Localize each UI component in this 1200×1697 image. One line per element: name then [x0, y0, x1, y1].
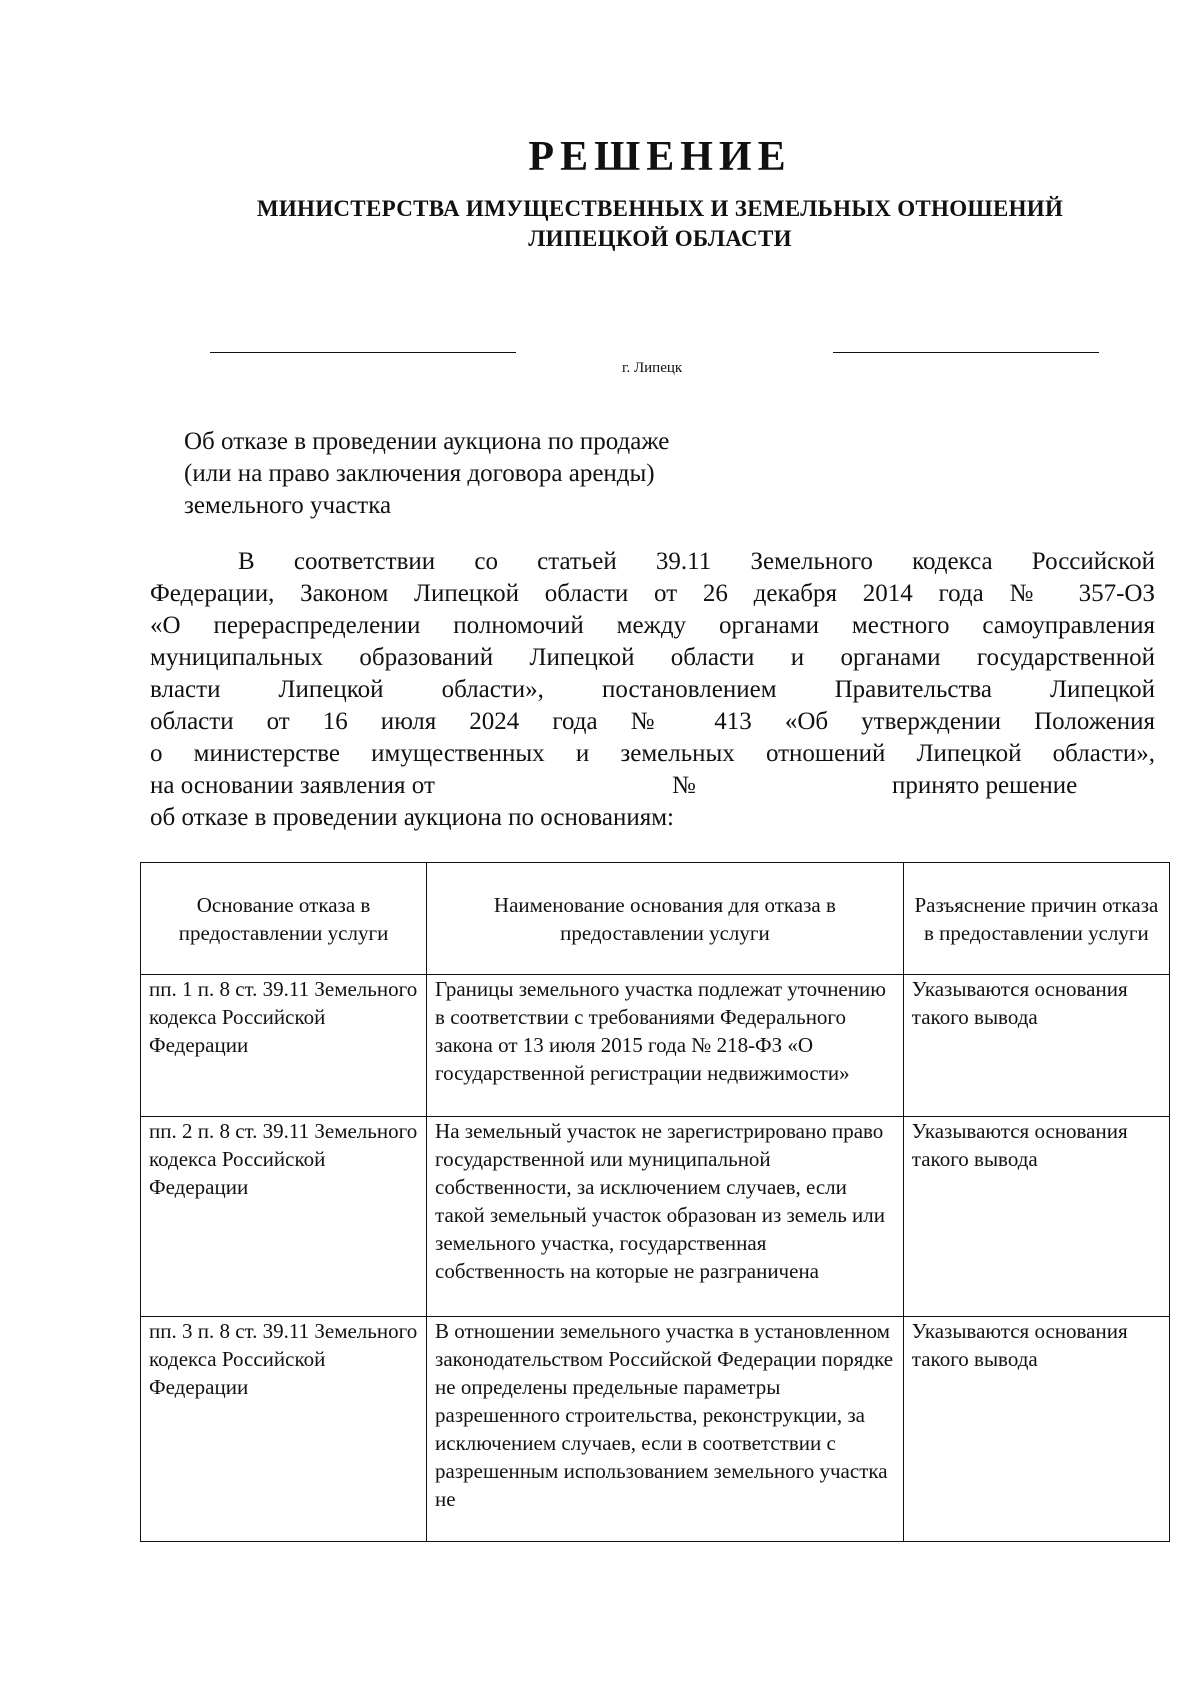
header-name: Наименование основания для отказа в предоставлении услуги [427, 863, 904, 975]
document-title: РЕШЕНИЕ [528, 134, 792, 180]
header-explanation: Разъяснение причин отказа в предоставлении услуги [903, 863, 1169, 975]
header-basis: Основание отказа в предоставлении услуги [141, 863, 427, 975]
number-blank-line [833, 352, 1099, 353]
body-line1: В соответствии со статьей 39.11 Земельного кодекса Российской [238, 548, 1155, 575]
row-explanation: Указываются основания такого вывода [903, 1317, 1169, 1542]
row-name: На земельный участок не зарегистрировано право государственной или муниципальной собственности, за исключением случаев, если такой земельный участок образован из земель или земельного участка, государственная собственность на которые не разграничена [427, 1117, 904, 1317]
subject-line3: земельного участка [184, 492, 392, 519]
table-row [141, 975, 1170, 1117]
row-basis: пп. 1 п. 8 ст. 39.11 Земельного кодекса Российской Федерации [141, 975, 427, 1117]
body-line7: о министерстве имущественных и земельных отношений Липецкой области», [150, 740, 1155, 767]
row-explanation: Указываются основания такого вывода [903, 975, 1169, 1117]
body-line2: Федерации, Законом Липецкой области от 26 декабря 2014 года № 357-ОЗ [150, 580, 1155, 607]
body-line9: об отказе в проведении аукциона по основаниям: [150, 804, 674, 831]
row-basis: пп. 3 п. 8 ст. 39.11 Земельного кодекса Российской Федерации [141, 1317, 427, 1542]
subject-line1: Об отказе в проведении аукциона по продаже [184, 428, 670, 455]
decision-body [150, 546, 1155, 834]
ministry-name [0, 194, 1200, 254]
refusal-reasons-table [140, 862, 1170, 1542]
application-number-label: № [672, 772, 696, 799]
row-name: Границы земельного участка подлежат уточнению в соответствии с требованиями Федерального закона от 13 июля 2015 года № 218-ФЗ «О государственной регистрации недвижимости» [427, 975, 904, 1117]
application-line [150, 770, 1155, 802]
row-name: В отношении земельного участка в установленном законодательством Российской Федерации порядке не определены предельные параметры разрешенного строительства, реконструкции, за исключением случаев, если в соответствии с разрешенным использованием земельного участка не [427, 1317, 904, 1542]
ministry-name-line2: ЛИПЕЦКОЙ ОБЛАСТИ [528, 226, 792, 251]
city-label: г. Липецк [622, 360, 683, 376]
row-explanation: Указываются основания такого вывода [903, 1117, 1169, 1317]
body-line4: муниципальных образований Липецкой области и органами государственной [150, 644, 1155, 671]
row-basis: пп. 2 п. 8 ст. 39.11 Земельного кодекса Российской Федерации [141, 1117, 427, 1317]
body-line6: области от 16 июля 2024 года № 413 «Об утверждении Положения [150, 708, 1155, 735]
body-line5: власти Липецкой области», постановлением Правительства Липецкой [150, 676, 1155, 703]
body-line3: «О перераспределении полномочий между органами местного самоуправления [150, 612, 1155, 639]
date-blank-line [210, 352, 516, 353]
table-row [141, 1117, 1170, 1317]
application-date-label: на основании заявления от [150, 772, 435, 799]
decision-subject [184, 426, 669, 522]
subject-line2: (или на право заключения договора аренды) [184, 460, 655, 487]
table-header-row [141, 863, 1170, 975]
decision-made-label: принято решение [892, 772, 1078, 799]
table-row [141, 1317, 1170, 1542]
ministry-name-line1: МИНИСТЕРСТВА ИМУЩЕСТВЕННЫХ И ЗЕМЕЛЬНЫХ ОТНОШЕНИЙ [256, 196, 1064, 221]
